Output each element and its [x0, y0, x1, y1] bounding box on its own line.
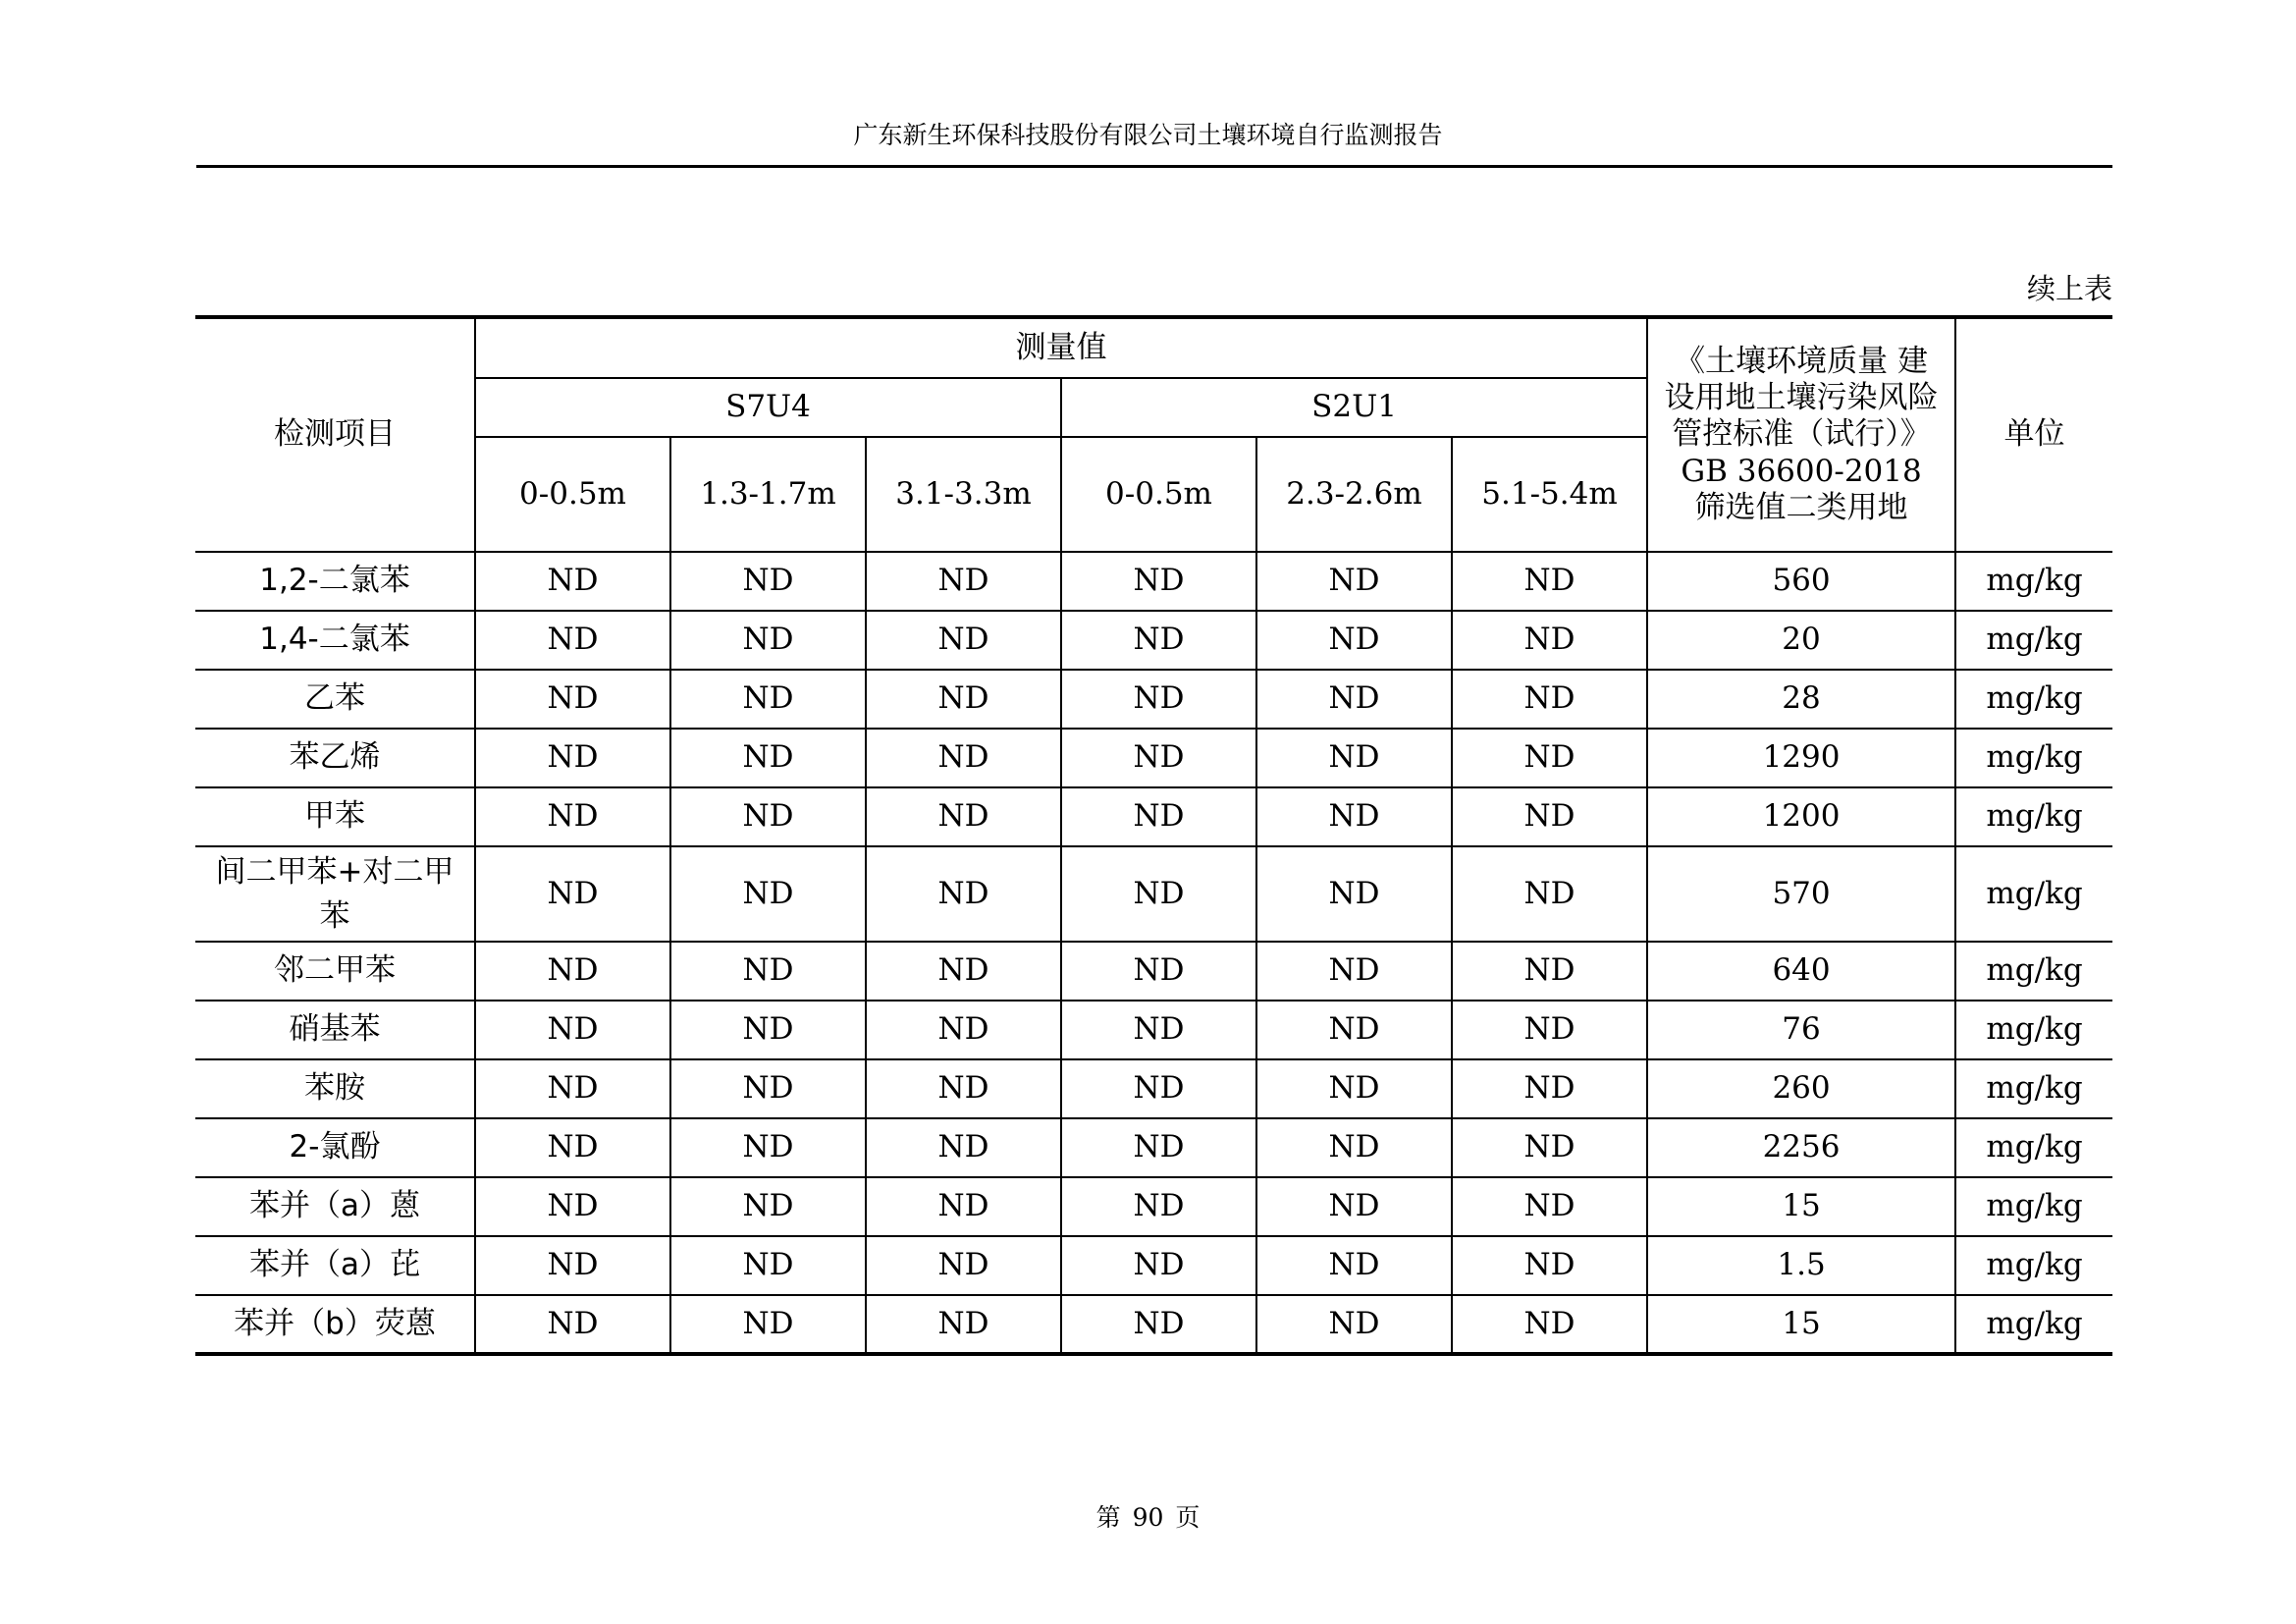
- table-row: [195, 670, 2112, 729]
- unit: mg/kg: [1955, 1236, 2112, 1295]
- table-row: [195, 1177, 2112, 1236]
- measured-value: ND: [475, 670, 670, 729]
- measured-value: ND: [670, 1001, 866, 1059]
- measured-value: ND: [1061, 1177, 1256, 1236]
- table-row: [195, 1295, 2112, 1354]
- screening-value: 640: [1647, 942, 1955, 1001]
- standard-line: 管控标准（试行）》: [1672, 416, 1931, 453]
- measured-value: ND: [1061, 670, 1256, 729]
- measured-value: ND: [866, 1118, 1061, 1177]
- header-depth: 0-0.5m: [475, 437, 670, 552]
- measured-value: ND: [1256, 552, 1452, 611]
- test-item-name: 苯并（a）芘: [195, 1236, 475, 1295]
- measured-value: ND: [1256, 611, 1452, 670]
- measured-value: ND: [475, 1059, 670, 1118]
- table-row: [195, 787, 2112, 846]
- standard-line: 《土壤环境质量 建: [1675, 344, 1928, 380]
- screening-value: 20: [1647, 611, 1955, 670]
- table-row: [195, 846, 2112, 942]
- test-item-name: 苯乙烯: [195, 729, 475, 787]
- measured-value: ND: [866, 552, 1061, 611]
- test-item-name: [195, 846, 475, 942]
- measured-value: ND: [475, 611, 670, 670]
- measured-value: ND: [1256, 670, 1452, 729]
- measured-value: ND: [475, 552, 670, 611]
- unit: mg/kg: [1955, 1177, 2112, 1236]
- measured-value: ND: [475, 729, 670, 787]
- test-item-name: 苯并（b）荧蒽: [195, 1295, 475, 1354]
- footer-suffix: 页: [1175, 1503, 1201, 1532]
- measured-value: ND: [475, 1118, 670, 1177]
- unit: mg/kg: [1955, 846, 2112, 942]
- unit: mg/kg: [1955, 611, 2112, 670]
- table-row: [195, 1236, 2112, 1295]
- measured-value: ND: [1061, 846, 1256, 942]
- header-standard: [1647, 317, 1955, 552]
- test-item-line: 苯: [319, 897, 350, 934]
- unit: mg/kg: [1955, 1001, 2112, 1059]
- measured-value: ND: [1452, 670, 1647, 729]
- screening-value: 260: [1647, 1059, 1955, 1118]
- test-item-line: 间二甲苯+对二甲: [215, 853, 454, 890]
- test-item-name: 苯胺: [195, 1059, 475, 1118]
- header-depth: 5.1-5.4m: [1452, 437, 1647, 552]
- table-row: [195, 1001, 2112, 1059]
- page-number: 90: [1132, 1503, 1164, 1532]
- header-unit: 单位: [1955, 317, 2112, 552]
- header-depth: 3.1-3.3m: [866, 437, 1061, 552]
- measured-value: ND: [475, 846, 670, 942]
- header-test-item: 检测项目: [195, 317, 475, 552]
- continued-label: 续上表: [2026, 272, 2112, 305]
- unit: mg/kg: [1955, 729, 2112, 787]
- screening-value: 1290: [1647, 729, 1955, 787]
- measured-value: ND: [1061, 552, 1256, 611]
- measured-value: ND: [1256, 1001, 1452, 1059]
- measured-value: ND: [1452, 729, 1647, 787]
- measured-value: ND: [1061, 1001, 1256, 1059]
- measured-value: ND: [866, 670, 1061, 729]
- measured-value: ND: [1452, 942, 1647, 1001]
- measured-value: ND: [670, 611, 866, 670]
- measured-value: ND: [670, 846, 866, 942]
- measured-value: ND: [1256, 1295, 1452, 1354]
- measured-value: ND: [670, 729, 866, 787]
- measured-value: ND: [670, 942, 866, 1001]
- standard-line: 设用地土壤污染风险: [1664, 380, 1939, 416]
- measured-value: ND: [1256, 787, 1452, 846]
- header-site: S7U4: [475, 378, 1061, 437]
- measured-value: ND: [1452, 1236, 1647, 1295]
- screening-value: 1.5: [1647, 1236, 1955, 1295]
- measured-value: ND: [1256, 1059, 1452, 1118]
- measured-value: ND: [670, 1295, 866, 1354]
- header-measured-value: 测量值: [475, 317, 1647, 378]
- measured-value: ND: [866, 611, 1061, 670]
- test-item-name: 1,2-二氯苯: [195, 552, 475, 611]
- measured-value: ND: [1256, 846, 1452, 942]
- measured-value: ND: [1061, 1118, 1256, 1177]
- screening-value: 570: [1647, 846, 1955, 942]
- measured-value: ND: [1452, 846, 1647, 942]
- screening-value: 76: [1647, 1001, 1955, 1059]
- monitoring-results-table: [195, 315, 2112, 1356]
- table-body: [195, 552, 2112, 1354]
- measured-value: ND: [670, 787, 866, 846]
- measured-value: ND: [475, 942, 670, 1001]
- screening-value: 1200: [1647, 787, 1955, 846]
- measured-value: ND: [866, 1059, 1061, 1118]
- measured-value: ND: [1452, 787, 1647, 846]
- table-row: [195, 1118, 2112, 1177]
- measured-value: ND: [866, 729, 1061, 787]
- table-row: [195, 942, 2112, 1001]
- measured-value: ND: [1061, 729, 1256, 787]
- standard-line: GB 36600-2018: [1681, 453, 1922, 489]
- standard-line: 筛选值二类用地: [1694, 489, 1908, 525]
- measured-value: ND: [866, 942, 1061, 1001]
- header-depth: 0-0.5m: [1061, 437, 1256, 552]
- table-row: [195, 611, 2112, 670]
- unit: mg/kg: [1955, 787, 2112, 846]
- screening-value: 15: [1647, 1295, 1955, 1354]
- measured-value: ND: [1452, 1118, 1647, 1177]
- measured-value: ND: [1452, 1059, 1647, 1118]
- measured-value: ND: [1452, 1001, 1647, 1059]
- unit: mg/kg: [1955, 1059, 2112, 1118]
- measured-value: ND: [1061, 1059, 1256, 1118]
- unit: mg/kg: [1955, 1118, 2112, 1177]
- unit: mg/kg: [1955, 670, 2112, 729]
- table-row: [195, 552, 2112, 611]
- test-item-name: 苯并（a）蒽: [195, 1177, 475, 1236]
- unit: mg/kg: [1955, 1295, 2112, 1354]
- report-header-title: 广东新生环保科技股份有限公司土壤环境自行监测报告: [853, 121, 1443, 149]
- measured-value: ND: [866, 846, 1061, 942]
- measured-value: ND: [475, 787, 670, 846]
- test-item-name: 邻二甲苯: [195, 942, 475, 1001]
- measured-value: ND: [1452, 1177, 1647, 1236]
- table-row: [195, 1059, 2112, 1118]
- table-row: [195, 729, 2112, 787]
- measured-value: ND: [475, 1177, 670, 1236]
- measured-value: ND: [1452, 552, 1647, 611]
- screening-value: 2256: [1647, 1118, 1955, 1177]
- test-item-name: 1,4-二氯苯: [195, 611, 475, 670]
- test-item-name: 2-氯酚: [195, 1118, 475, 1177]
- measured-value: ND: [866, 1001, 1061, 1059]
- test-item-name: 甲苯: [195, 787, 475, 846]
- measured-value: ND: [475, 1001, 670, 1059]
- measured-value: ND: [1061, 1236, 1256, 1295]
- measured-value: ND: [1256, 729, 1452, 787]
- measured-value: ND: [1452, 1295, 1647, 1354]
- screening-value: 28: [1647, 670, 1955, 729]
- screening-value: 560: [1647, 552, 1955, 611]
- measured-value: ND: [670, 670, 866, 729]
- measured-value: ND: [1256, 1118, 1452, 1177]
- measured-value: ND: [475, 1295, 670, 1354]
- measured-value: ND: [866, 787, 1061, 846]
- measured-value: ND: [1452, 611, 1647, 670]
- measured-value: ND: [866, 1295, 1061, 1354]
- measured-value: ND: [670, 1177, 866, 1236]
- measured-value: ND: [670, 1118, 866, 1177]
- measured-value: ND: [1256, 942, 1452, 1001]
- measured-value: ND: [1256, 1177, 1452, 1236]
- footer-prefix: 第: [1095, 1503, 1121, 1532]
- measured-value: ND: [1061, 787, 1256, 846]
- screening-value: 15: [1647, 1177, 1955, 1236]
- measured-value: ND: [670, 552, 866, 611]
- measured-value: ND: [1061, 942, 1256, 1001]
- unit: mg/kg: [1955, 552, 2112, 611]
- page-footer: [0, 1498, 2296, 1534]
- test-item-name: 硝基苯: [195, 1001, 475, 1059]
- header-depth: 1.3-1.7m: [670, 437, 866, 552]
- measured-value: ND: [866, 1177, 1061, 1236]
- unit: mg/kg: [1955, 942, 2112, 1001]
- measured-value: ND: [1061, 611, 1256, 670]
- measured-value: ND: [1061, 1295, 1256, 1354]
- header-divider: [196, 165, 2112, 168]
- measured-value: ND: [866, 1236, 1061, 1295]
- measured-value: ND: [670, 1059, 866, 1118]
- header-site: S2U1: [1061, 378, 1647, 437]
- measured-value: ND: [475, 1236, 670, 1295]
- measured-value: ND: [1256, 1236, 1452, 1295]
- measured-value: ND: [670, 1236, 866, 1295]
- test-item-name: 乙苯: [195, 670, 475, 729]
- header-depth: 2.3-2.6m: [1256, 437, 1452, 552]
